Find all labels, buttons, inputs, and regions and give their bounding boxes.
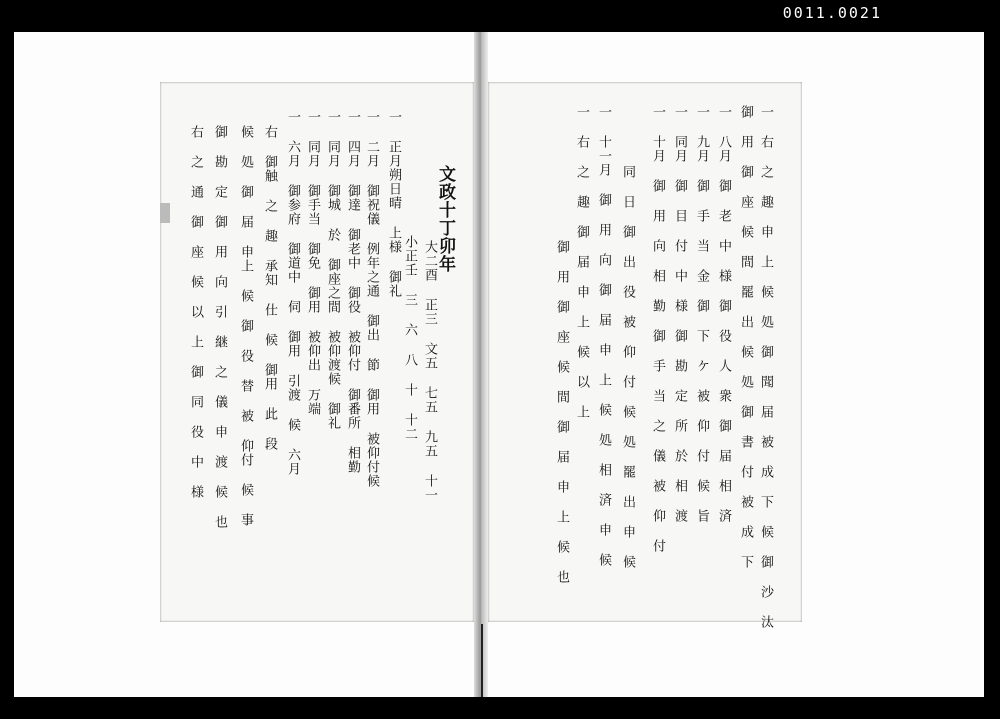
right-column-3: 一 九月 御 手 当 金 御 下 ケ 被 仰 付 候 旨 <box>694 105 709 523</box>
fold-line <box>481 624 483 697</box>
right-column-0: 一 右 之 趣 申 上 候 処 御 聞 届 被 成 下 候 御 沙 汰 <box>758 105 773 629</box>
right-column-1: 御 用 御 座 候 間 罷 出 候 処 御 書 付 被 成 下 <box>738 105 753 569</box>
left-column-8: 一 六月 御参府 御道中 伺 御用 引渡 候 六月 <box>285 110 300 476</box>
left-column-2: 小正壬 三 六 八 十 十二 <box>402 235 417 441</box>
left-column-12: 右 之 通 御 座 候 以 上 御 同 役 中 様 <box>188 125 203 499</box>
left-column-10: 候 処 御 届 申上 候 御 役 替 被 仰付 候 事 <box>238 125 253 527</box>
left-column-0: 文政十丁卯年 <box>435 165 455 273</box>
right-column-2: 一 八月 御 老 中 様 御 役 人 衆 御 届 相 済 <box>716 105 731 523</box>
left-column-9: 右 御触 之 趣 承知 仕 候 御用 此 段 <box>262 125 277 451</box>
page-tab-marker <box>160 203 170 223</box>
left-column-1: 大二酉 正三 文五 七五 九五 十一 <box>422 240 437 502</box>
frame-id-label: 0011.0021 <box>782 4 882 22</box>
right-column-4: 一 同月 御 目 付 中 様 御 勘 定 所 於 相 渡 <box>672 105 687 523</box>
left-column-7: 一 同月 御手当 御免 御用 被仰出 万端 <box>305 110 320 416</box>
left-column-4: 一 二月 御祝儀 例年之通 御出 節 御用 被仰付候 <box>364 110 379 488</box>
book-spine <box>474 32 488 697</box>
right-column-5: 一 十月 御 用 向 相 勤 御 手 当 之 儀 被 仰 付 <box>650 105 665 553</box>
right-column-7: 一 十一月 御 用 向 御 届 申 上 候 処 相 済 申 候 <box>596 105 611 567</box>
right-column-6: 同 日 御 出 役 被 仰 付 候 処 罷 出 申 候 <box>620 165 635 569</box>
left-column-11: 御 勘 定 御 用 向 引 継 之 儀 申 渡 候 也 <box>212 125 227 529</box>
left-column-5: 一 四月 御達 御老中 御役 被仰付 御番所 相勤 <box>345 110 360 474</box>
right-column-8: 一 右 之 趣 御 届 申 上 候 以 上 <box>574 105 589 419</box>
left-column-6: 一 同月 御城 於 御座之間 被仰渡候 御礼 <box>325 110 340 430</box>
right-page <box>488 82 802 629</box>
left-column-3: 一 正月朔日晴 上様 御礼 <box>386 110 401 298</box>
right-column-9: 御 用 御 座 候 間 御 届 申 上 候 也 <box>554 240 569 584</box>
